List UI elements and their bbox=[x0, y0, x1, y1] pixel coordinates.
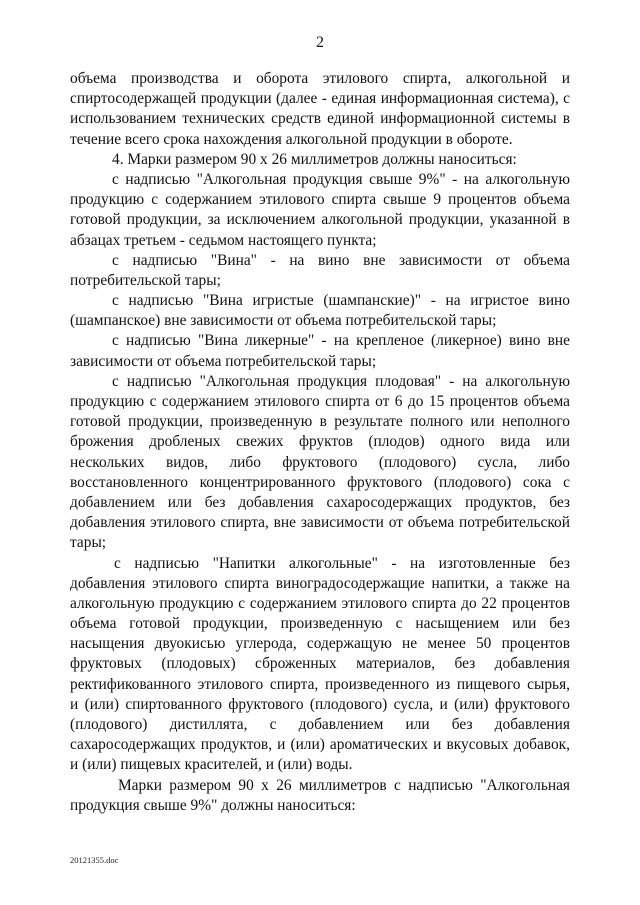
text-line: и (или) спиртованного фруктового (плодового) сусла, и (или) фруктового bbox=[70, 695, 570, 713]
text-line: течение всего срока нахождения алкогольной продукции в обороте. bbox=[70, 130, 513, 148]
text-line: добавлением или без добавления сахаросодержащих продуктов, без bbox=[70, 493, 570, 511]
text-line: объема производства и оборота этилового спирта, алкогольной и bbox=[70, 70, 570, 87]
text-line: алкогольную продукцию с содержанием этилового спирта до 22 процентов bbox=[70, 594, 570, 612]
text-line: Марки размером 90 х 26 миллиметров с надписью "Алкогольная bbox=[118, 776, 570, 794]
text-line: с надписью "Вина игристые (шампанские)" - на игристое вино bbox=[112, 292, 570, 310]
text-line: продукцию с содержанием этилового спирта свыше 9 процентов объема bbox=[70, 191, 570, 209]
text-line: добавления этилового спирта виноградосодержащие напитки, а также на bbox=[70, 574, 570, 592]
text-line: зависимости от объема потребительской тары; bbox=[70, 352, 377, 370]
text-line: тары; bbox=[70, 534, 107, 552]
text-line: восстановленного концентрированного фруктового (плодового) сока с bbox=[70, 473, 570, 491]
text-line: фруктовых (плодовых) сброженных материалов, без добавления bbox=[70, 655, 570, 673]
text-line: ректификованного этилового спирта, произведенного из пищевого сырья, bbox=[70, 675, 570, 693]
text-line: использованием технических средств единой информационной системы в bbox=[70, 110, 570, 128]
text-line: с надписью "Напитки алкогольные" - на изготовленные без bbox=[114, 554, 570, 572]
text-line: сахаросодержащих продуктов, и (или) ароматических и вкусовых добавок, bbox=[70, 736, 570, 754]
text-line: с надписью "Алкогольная продукция плодовая" - на алкогольную bbox=[112, 372, 570, 390]
text-line: продукцию с содержанием этилового спирта от 6 до 15 процентов объема bbox=[70, 393, 570, 410]
file-name-footer: 20121355.doc bbox=[70, 855, 119, 865]
text-line: с надписью "Вина ликерные" - на крепленое (ликерное) вино вне bbox=[112, 332, 570, 350]
text-line: готовой продукции, произведенную в результате полного или неполного bbox=[70, 413, 570, 431]
text-line: с надписью "Вина" - на вино вне зависимости от объема bbox=[112, 251, 570, 269]
text-line: готовой продукции, за исключением алкогольной продукции, указанной в bbox=[70, 211, 570, 229]
text-line: (плодового) дистиллята, с добавлением или без добавления bbox=[70, 716, 570, 733]
text-line: 4. Марки размером 90 х 26 миллиметров должны наноситься: bbox=[112, 150, 517, 168]
text-line: (шампанское) вне зависимости от объема потребительской тары; bbox=[70, 312, 497, 330]
text-line: добавления этилового спирта, вне зависимости от объема потребительской bbox=[70, 514, 570, 532]
text-line: и (или) пищевых красителей, и (или) воды. bbox=[70, 756, 353, 774]
text-line: насыщения двуокисью углерода, содержащую не менее 50 процентов bbox=[70, 635, 570, 653]
text-line: продукция свыше 9%" должны наноситься: bbox=[70, 796, 356, 814]
text-line: потребительской тары; bbox=[70, 271, 221, 289]
text-line: с надписью "Алкогольная продукция свыше 9%" - на алкогольную bbox=[112, 170, 570, 188]
text-line: брожения дробленых свежих фруктов (плодов) одного вида или bbox=[70, 433, 570, 451]
text-line: спиртосодержащей продукции (далее - единая информационная система), с bbox=[70, 90, 570, 108]
page-number: 2 bbox=[316, 34, 324, 51]
document-body bbox=[70, 69, 570, 816]
text-line: нескольких видов, либо фруктового (плодового) сусла, либо bbox=[70, 453, 570, 471]
text-line: абзацах третьем - седьмом настоящего пункта; bbox=[70, 231, 377, 249]
text-line: объема готовой продукции, произведенную с насыщением или без bbox=[70, 615, 570, 633]
